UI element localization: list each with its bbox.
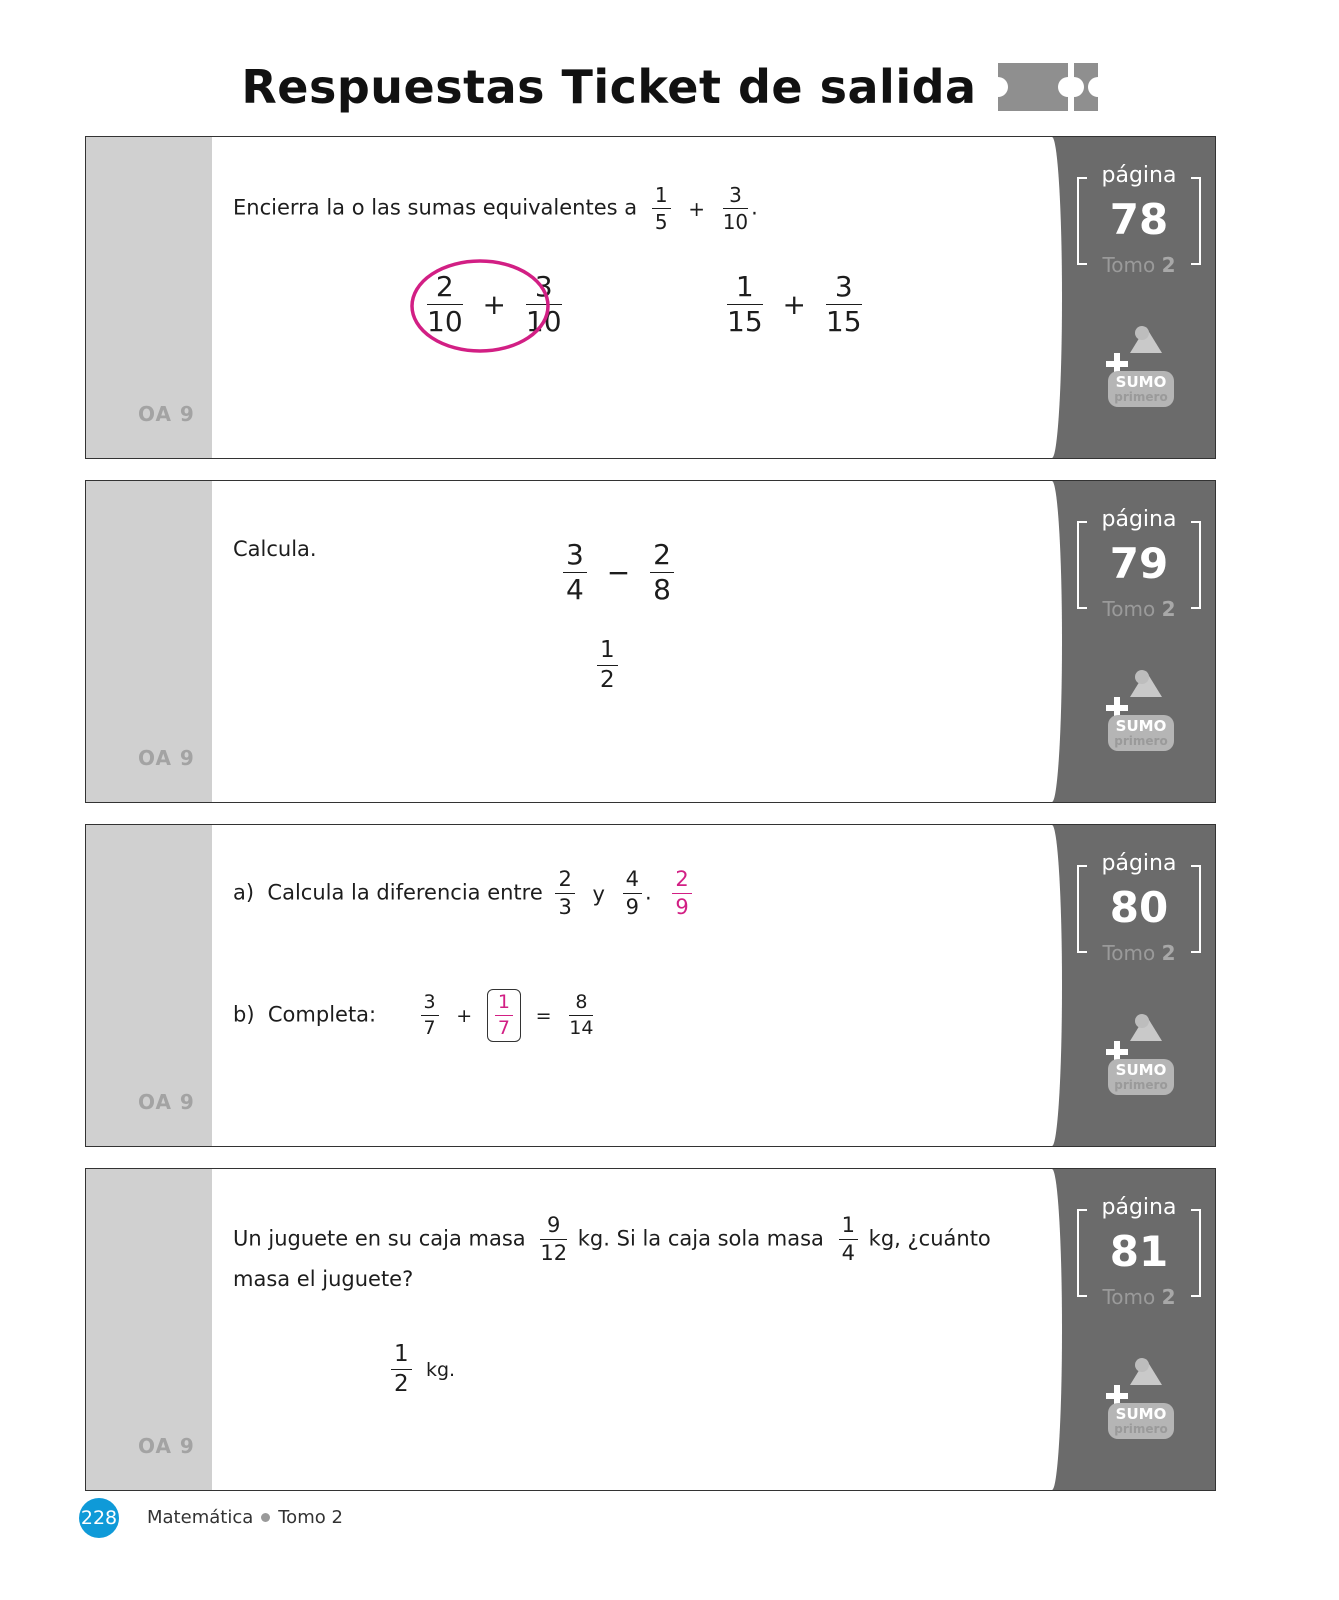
answer-circle — [408, 257, 552, 355]
part-b-text: Completa: — [267, 1002, 377, 1027]
tomo-label: Tomo 2 — [1102, 941, 1176, 965]
part-b-label: b) — [233, 1002, 255, 1027]
part-a-text: Calcula la diferencia entre — [267, 880, 543, 905]
oa-label: OA 9 — [138, 1434, 195, 1458]
option-2[interactable]: $\frac{1}{15}$ + $\frac{3}{15}$ — [727, 270, 862, 338]
option-2-fraction-b: $\frac{3}{15}$ — [825, 270, 862, 338]
sumo-primero-logo-icon — [1102, 663, 1182, 753]
part-a-fraction-2: $\frac{4}{9}$ — [623, 869, 642, 918]
part-a-fraction-1: $\frac{2}{3}$ — [555, 869, 574, 918]
page-title: Respuestas Ticket de salida — [241, 60, 977, 114]
question-prompt: Encierra la o las sumas equivalentes a $\frac{1}{5}$ + $\frac{3}{10}$ . — [233, 183, 758, 234]
prompt-text: Encierra la o las sumas equivalentes a — [233, 195, 638, 220]
part-b-result: $\frac{8}{14}$ — [569, 991, 594, 1039]
footer-tomo: Tomo 2 — [278, 1507, 343, 1528]
sumo-primero-logo-icon — [1102, 1007, 1182, 1097]
page-bracket — [1077, 507, 1201, 621]
ticket-content — [212, 1169, 1062, 1490]
svg-text:SUMO: SUMO — [1115, 1405, 1167, 1423]
expression-fraction-b: $\frac{2}{8}$ — [650, 541, 674, 604]
ticket-card-80 — [85, 824, 1216, 1147]
oa-label: OA 9 — [138, 402, 195, 426]
part-b-answer: $\frac{1}{7}$ — [495, 993, 513, 1038]
footer-dot-icon — [261, 1513, 270, 1522]
footer-page-number: 228 — [79, 1498, 119, 1538]
ticket-band — [86, 1169, 212, 1490]
minus-sign: − — [606, 556, 631, 589]
page-label: página — [1101, 163, 1177, 188]
option-1-fraction-b: $\frac{3}{10}$ — [525, 270, 562, 338]
page-number: 78 — [1109, 195, 1169, 244]
expression — [560, 538, 677, 606]
problem-text-1: Un juguete en su caja masa — [233, 1226, 526, 1251]
prompt-fraction-a: $\frac{1}{5}$ — [652, 185, 671, 232]
sumo-primero-logo-icon — [1102, 1351, 1182, 1441]
svg-text:primero: primero — [1114, 1422, 1168, 1436]
part-a-answer: $\frac{2}{9}$ — [672, 869, 691, 918]
part-a-conjunction: y — [592, 881, 605, 906]
ticket-card-81 — [85, 1168, 1216, 1491]
footer-subject: Matemática — [147, 1507, 254, 1528]
tomo-label: Tomo 2 — [1102, 1285, 1176, 1309]
problem-line-2: masa el juguete? — [233, 1267, 414, 1291]
page-bracket — [1077, 851, 1201, 965]
page-reference-panel — [1060, 825, 1215, 1146]
option-1[interactable]: $\frac{2}{10}$ + $\frac{3}{10}$ — [427, 270, 562, 338]
part-b-answer-box[interactable] — [487, 989, 521, 1042]
ticket-card-79 — [85, 480, 1216, 803]
page-number: 79 — [1109, 539, 1169, 588]
ticket-band — [86, 137, 212, 458]
problem-text-2: kg. Si la caja sola masa — [577, 1226, 824, 1251]
page-bracket — [1077, 1195, 1201, 1309]
page-reference-panel — [1060, 481, 1215, 802]
page-header — [0, 60, 1339, 114]
svg-text:primero: primero — [1114, 390, 1168, 404]
ticket-icon — [998, 63, 1098, 111]
sumo-primero-logo-icon — [1102, 319, 1182, 409]
page-label: página — [1101, 851, 1177, 876]
answer: $\frac{1}{2}$ — [594, 639, 621, 692]
option-2-fraction-a: $\frac{1}{15}$ — [727, 270, 763, 338]
tomo-label: Tomo 2 — [1102, 253, 1176, 277]
page-reference-panel — [1060, 137, 1215, 458]
ticket-band — [86, 825, 212, 1146]
svg-text:SUMO: SUMO — [1115, 717, 1167, 735]
ticket-band — [86, 481, 212, 802]
oa-label: OA 9 — [138, 746, 195, 770]
option-1-fraction-a: $\frac{2}{10}$ — [427, 270, 463, 338]
ticket-content — [212, 137, 1062, 458]
question-prompt: Calcula. — [233, 537, 317, 561]
prompt-fraction-b: $\frac{3}{10}$ — [722, 183, 749, 234]
page-reference-panel — [1060, 1169, 1215, 1490]
page-label: página — [1101, 507, 1177, 532]
problem-fraction-1: $\frac{9}{12}$ — [540, 1213, 568, 1265]
svg-text:primero: primero — [1114, 1078, 1168, 1092]
page-number: 81 — [1109, 1227, 1169, 1276]
part-a: a) Calcula la diferencia entre $\frac{2}{3}$ y $\frac{4}{9}$ . $\frac{2}{9}$ — [233, 869, 695, 918]
svg-text:SUMO: SUMO — [1115, 1061, 1167, 1079]
answer-unit: kg. — [425, 1358, 456, 1381]
problem-fraction-2: $\frac{1}{4}$ — [839, 1215, 858, 1264]
part-b-fraction-1: $\frac{3}{7}$ — [421, 993, 439, 1038]
answer: $\frac{1}{2}$ kg. — [388, 1343, 455, 1396]
oa-label: OA 9 — [138, 1090, 195, 1114]
problem-text-3: kg, ¿cuánto — [868, 1226, 991, 1251]
svg-text:primero: primero — [1114, 734, 1168, 748]
page-label: página — [1101, 1195, 1177, 1220]
part-b: b) Completa: $\frac{3}{7}$ + $\frac{1}{7}$ = $\frac{8}{14}$ — [233, 989, 596, 1042]
problem-line-1 — [233, 1215, 991, 1264]
svg-text:SUMO: SUMO — [1115, 373, 1167, 391]
ticket-content — [212, 825, 1062, 1146]
ticket-card-78 — [85, 136, 1216, 459]
expression-fraction-a: $\frac{3}{4}$ — [563, 541, 587, 604]
page-bracket — [1077, 163, 1201, 277]
part-a-label: a) — [233, 880, 255, 905]
page-number: 80 — [1109, 883, 1169, 932]
ticket-content — [212, 481, 1062, 802]
footer-text — [147, 1507, 343, 1528]
tomo-label: Tomo 2 — [1102, 597, 1176, 621]
